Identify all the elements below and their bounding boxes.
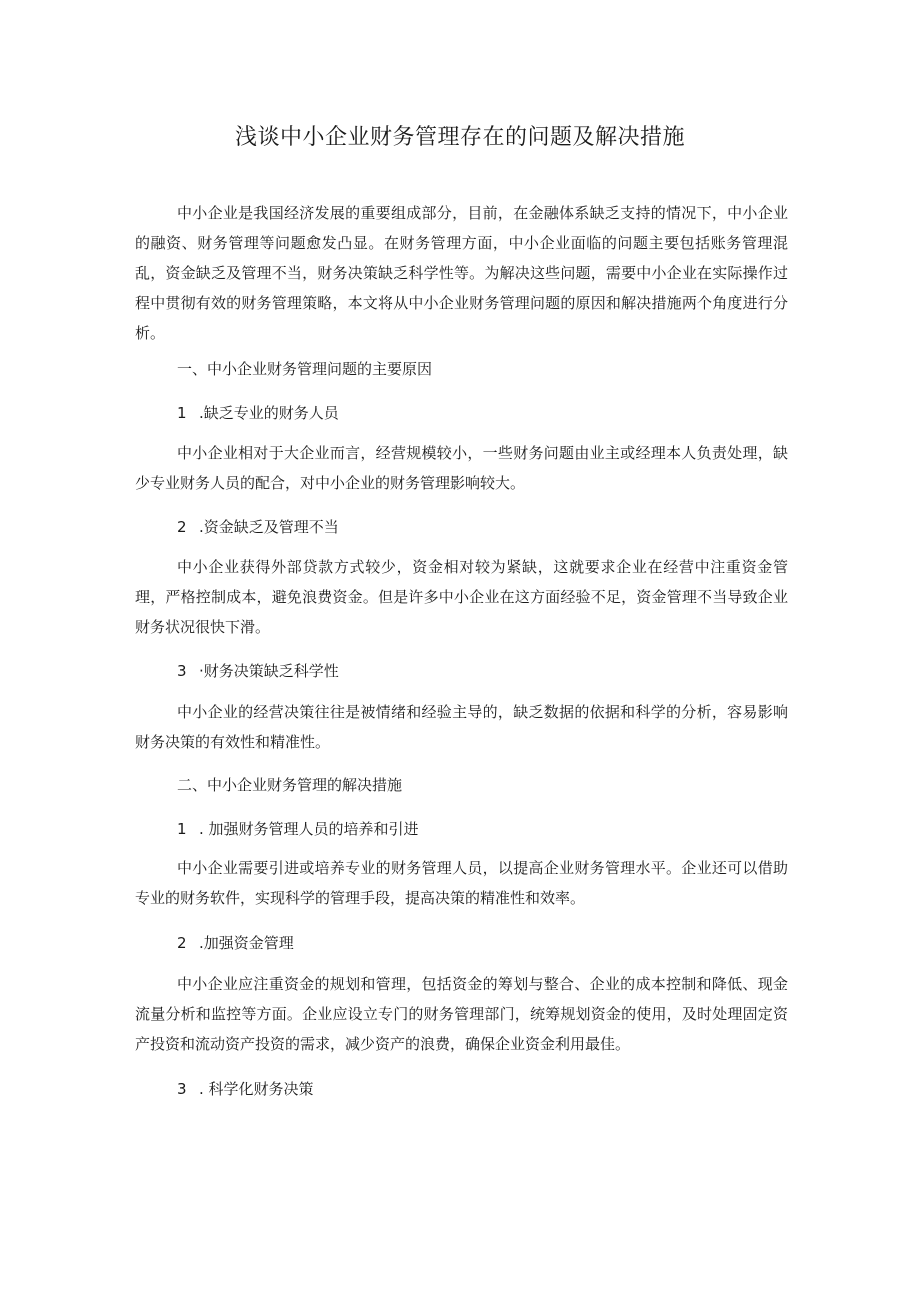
paragraph-2-2: 中小企业应注重资金的规划和管理，包括资金的筹划与整合、企业的成本控制和降低、现金流量分析和监控等方面。企业应设立专门的财务管理部门，统筹规划资金的使用，及时处理固定资产投资和流动资产投资的需求，减少资产的浪费，确保企业资金利用最佳。 (135, 975, 788, 1053)
subheading-number: 2 (177, 934, 187, 952)
subheading-number: 2 (177, 518, 187, 536)
paragraph-1-1: 中小企业相对于大企业而言，经营规模较小，一些财务问题由业主或经理本人负责处理，缺少专业财务人员的配合，对中小企业的财务管理影响较大。 (135, 444, 788, 492)
document-title: 浅谈中小企业财务管理存在的问题及解决措施 (234, 125, 685, 150)
section-heading-causes: 一、中小企业财务管理问题的主要原因 (177, 360, 433, 378)
paragraph-1-2: 中小企业获得外部贷款方式较少，资金相对较为紧缺，这就要求企业在经营中注重资金管理，严格控制成本，避免浪费资金。但是许多中小企业在这方面经验不足，资金管理不当导致企业财务状况很快下滑。 (135, 558, 788, 636)
paragraph-2-1: 中小企业需要引进或培养专业的财务管理人员，以提高企业财务管理水平。企业还可以借助专业的财务软件，实现科学的管理手段，提高决策的精准性和效率。 (135, 859, 788, 907)
subheading-number: 1 (177, 404, 187, 422)
paragraph-1-3: 中小企业的经营决策往往是被情绪和经验主导的，缺乏数据的依据和科学的分析，容易影响财务决策的有效性和精准性。 (135, 703, 788, 751)
subheading-number: 1 (177, 820, 187, 838)
subheading-title: .资金缺乏及管理不当 (199, 518, 339, 536)
subheading-number: 3 (177, 1080, 187, 1098)
subheading-title: ·财务决策缺乏科学性 (199, 662, 339, 680)
subheading-1-1 (135, 398, 830, 428)
subheading-title: .缺乏专业的财务人员 (199, 404, 339, 422)
intro-paragraph: 中小企业是我国经济发展的重要组成部分，目前，在金融体系缺乏支持的情况下，中小企业的融资、财务管理等问题愈发凸显。在财务管理方面，中小企业面临的问题主要包括账务管理混乱，资金缺乏及管理不当，财务决策缺乏科学性等。为解决这些问题，需要中小企业在实际操作过程中贯彻有效的财务管理策略，本文将从中小企业财务管理问题的原因和解决措施两个角度进行分析。 (135, 204, 788, 342)
subheading-2-1 (135, 814, 830, 844)
subheading-2-2 (135, 928, 830, 958)
subheading-title: . 加强财务管理人员的培养和引进 (199, 820, 419, 838)
subheading-1-2 (135, 512, 830, 542)
subheading-1-3 (135, 656, 830, 686)
subheading-title: .加强资金管理 (199, 934, 294, 952)
section-heading-solutions: 二、中小企业财务管理的解决措施 (177, 776, 403, 794)
subheading-2-3 (135, 1074, 830, 1104)
subheading-number: 3 (177, 662, 187, 680)
subheading-title: . 科学化财务决策 (199, 1080, 314, 1098)
